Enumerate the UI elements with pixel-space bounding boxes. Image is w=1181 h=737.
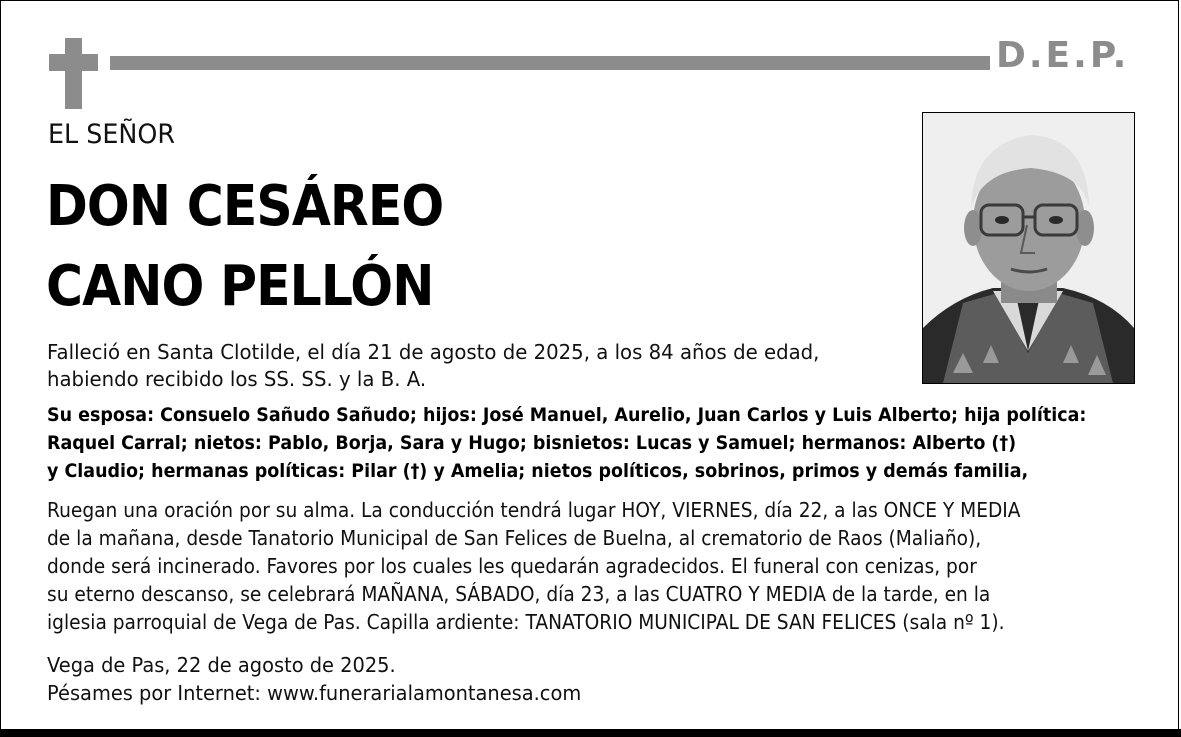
deceased-name-line-2: CANO PELLÓN — [46, 254, 434, 319]
dep-heading: D.E.P. — [996, 35, 1130, 76]
service-line-4: su eterno descanso, se celebrará MAÑANA, SÁBADO, día 23, a las CUATRO Y MEDIA de la tarde, en la — [47, 582, 991, 606]
condolences-link: Pésames por Internet: www.funerarialamontanesa.com — [47, 681, 582, 705]
family-line-2: Raquel Carral; nietos: Pablo, Borja, Sara y Hugo; bisnietos: Lucas y Samuel; hermanos: Alberto (†) — [47, 432, 1017, 454]
portrait-image — [923, 113, 1134, 383]
service-line-1: Ruegan una oración por su alma. La conducción tendrá lugar HOY, VIERNES, día 22, a las ONCE Y MEDIA — [47, 498, 1021, 522]
service-line-2: de la mañana, desde Tanatorio Municipal de San Felices de Buelna, al crematorio de Raos (Maliaño), — [47, 526, 982, 550]
death-line-1: Falleció en Santa Clotilde, el día 21 de agosto de 2025, a los 84 años de edad, — [47, 340, 820, 364]
service-line-3: donde será incinerado. Favores por los cuales les quedarán agradecidos. El funeral con cenizas, por — [47, 554, 977, 578]
death-line-2: habiendo recibido los SS. SS. y la B. A. — [47, 367, 427, 391]
header-rule — [110, 56, 990, 70]
bottom-rule — [0, 729, 1181, 737]
deceased-name-line-1: DON CESÁREO — [46, 174, 444, 239]
honorific: EL SEÑOR — [48, 119, 175, 150]
service-line-5: iglesia parroquial de Vega de Pas. Capilla ardiente: TANATORIO MUNICIPAL DE SAN FELICES (sala nº 1). — [47, 610, 1005, 634]
deceased-portrait — [922, 112, 1135, 384]
cross-icon — [65, 38, 82, 109]
cross-icon-bar — [49, 54, 98, 71]
place-date: Vega de Pas, 22 de agosto de 2025. — [47, 653, 396, 677]
family-line-3: y Claudio; hermanas políticas: Pilar (†) y Amelia; nietos políticos, sobrinos, primos y demás familia, — [47, 460, 1029, 482]
family-line-1: Su esposa: Consuelo Sañudo Sañudo; hijos: José Manuel, Aurelio, Juan Carlos y Luis Alberto; hija política: — [47, 404, 1087, 426]
